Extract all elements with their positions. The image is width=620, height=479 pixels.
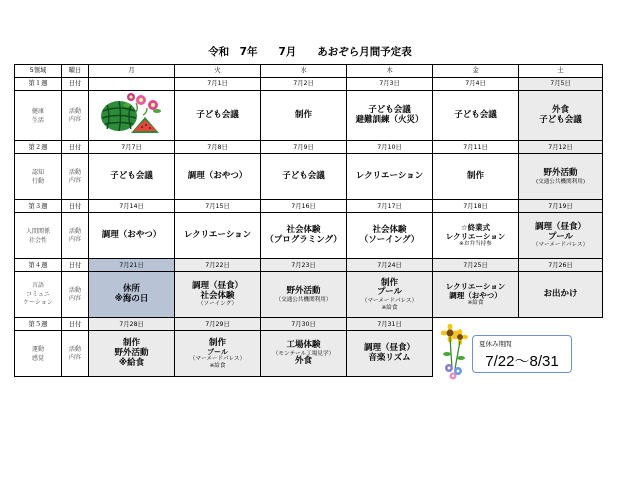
date-cell: 7月22日 — [175, 259, 261, 272]
activity-label — [62, 91, 89, 141]
activity-label — [62, 272, 89, 318]
activity-line: 社会体験 — [372, 225, 407, 236]
activity-cell — [347, 272, 433, 318]
activity-cell — [347, 213, 433, 259]
activity-cell — [519, 272, 603, 318]
activity-line: 社会体験 — [200, 290, 235, 301]
watermelon-icon — [89, 91, 174, 136]
activity-note: ※給食 — [209, 362, 226, 369]
domain-label — [15, 213, 62, 259]
activity-line: 調理（昼食） — [534, 221, 586, 232]
header-day: 土 — [519, 65, 603, 78]
activity-label — [62, 331, 89, 377]
domain-line: 人間関係 — [25, 227, 50, 235]
page-title: 令和 7年 7月 あおぞら月間予定表 — [208, 46, 412, 58]
activity-note: （交通公共機関利用） — [275, 296, 332, 303]
activity-cell — [433, 91, 519, 141]
activity-line: 制作 — [122, 338, 140, 349]
date-cell: 7月23日 — [261, 259, 347, 272]
activity-note: （マーメードパレス） — [532, 242, 589, 249]
activity-cell — [175, 213, 261, 259]
date-cell: 7月7日 — [89, 141, 175, 154]
activity-line: 音楽リズム — [368, 352, 411, 363]
date-cell: 7月28日 — [89, 318, 175, 331]
activity-line: 外食 — [551, 104, 569, 115]
date-cell: 7月17日 — [347, 200, 433, 213]
date-cell: 7月25日 — [433, 259, 519, 272]
activity-label-line: 内容 — [68, 294, 81, 302]
week-date-row — [15, 141, 603, 154]
activity-line: ☆終業式 — [460, 223, 491, 233]
activity-label-line: 活動 — [68, 346, 81, 354]
activity-note: (交通公共機関利用) — [535, 178, 586, 185]
header-day: 金 — [433, 65, 519, 78]
activity-label-line: 内容 — [68, 353, 81, 361]
activity-cell — [261, 331, 347, 377]
activity-cell — [261, 91, 347, 141]
domain-line: 健康 — [31, 107, 44, 115]
week-activity-row — [15, 91, 603, 141]
date-cell: 7月16日 — [261, 200, 347, 213]
summer-break-box — [472, 335, 572, 373]
date-cell: 7月29日 — [175, 318, 261, 331]
header-weekday: 曜日 — [62, 65, 89, 78]
domain-line: コミュニ — [26, 290, 50, 298]
activity-line: 子ども会議 — [539, 114, 582, 125]
week-label: 第２週 — [15, 141, 62, 154]
domain-line: 認知 — [31, 168, 44, 176]
week-date-row — [15, 318, 603, 331]
date-cell: 7月1日 — [175, 78, 261, 91]
activity-line: （ソーイング） — [359, 234, 420, 245]
domain-line: ケーション — [23, 299, 53, 307]
date-cell: 7月21日 — [89, 259, 175, 272]
date-label: 日付 — [62, 318, 89, 331]
activity-line: レクリエーション — [445, 282, 506, 292]
domain-line: 運動 — [31, 345, 44, 353]
domain-line: 社会性 — [28, 236, 47, 244]
activity-cell — [89, 154, 175, 200]
header-day: 火 — [175, 65, 261, 78]
activity-label — [62, 154, 89, 200]
activity-cell — [175, 331, 261, 377]
date-label: 日付 — [62, 78, 89, 91]
activity-cell — [519, 213, 603, 259]
week-activity-row — [15, 154, 603, 200]
activity-cell — [175, 272, 261, 318]
activity-line: 子ども会議 — [454, 109, 497, 120]
activity-label-line: 内容 — [68, 115, 81, 123]
activity-line: プール — [376, 287, 403, 298]
header-row — [15, 65, 603, 78]
date-cell: 7月30日 — [261, 318, 347, 331]
date-cell: 7月18日 — [433, 200, 519, 213]
domain-line: 生活 — [31, 116, 44, 124]
activity-label-line: 活動 — [68, 169, 81, 177]
activity-cell — [89, 331, 175, 377]
domain-line: 感覚 — [31, 354, 44, 362]
activity-line: 子ども会議 — [282, 171, 325, 181]
activity-note: ※給食 — [381, 304, 398, 311]
activity-note: ※お弁当持参 — [459, 241, 492, 248]
activity-cell — [347, 331, 433, 377]
date-cell: 7月10日 — [347, 141, 433, 154]
activity-line: 休所 — [122, 284, 140, 295]
activity-line: 子ども会議 — [110, 171, 153, 181]
activity-cell — [89, 272, 175, 318]
activity-line: 調理（おやつ） — [449, 290, 502, 300]
week-label: 第５週 — [15, 318, 62, 331]
date-cell: 7月24日 — [347, 259, 433, 272]
domain-label — [15, 154, 62, 200]
activity-cell — [175, 91, 261, 141]
date-label: 日付 — [62, 200, 89, 213]
activity-label-line: 内容 — [68, 176, 81, 184]
date-cell: 7月12日 — [519, 141, 603, 154]
date-cell: 7月2日 — [261, 78, 347, 91]
activity-label-line: 内容 — [68, 235, 81, 243]
header-day: 木 — [347, 65, 433, 78]
activity-cell — [519, 154, 603, 200]
date-label: 日付 — [62, 141, 89, 154]
week-date-row — [15, 259, 603, 272]
date-cell: 7月15日 — [175, 200, 261, 213]
activity-cell — [261, 213, 347, 259]
activity-line: 調理（おやつ） — [101, 230, 162, 240]
activity-line: 調理（昼食） — [363, 343, 415, 354]
activity-note: （マーメードパレス） — [361, 298, 418, 305]
activity-line: 野外活動 — [543, 167, 578, 178]
activity-cell — [433, 154, 519, 200]
activity-cell — [347, 91, 433, 141]
activity-line: 制作 — [294, 109, 312, 120]
activity-line: 制作 — [380, 277, 398, 288]
date-label: 日付 — [62, 259, 89, 272]
activity-cell — [89, 213, 175, 259]
week-label: 第３週 — [15, 200, 62, 213]
activity-cell — [519, 91, 603, 141]
activity-line: 社会体験 — [286, 225, 321, 236]
activity-line: 野外活動 — [114, 348, 149, 358]
sunflower-icon — [441, 324, 469, 382]
date-cell: 7月11日 — [433, 141, 519, 154]
date-cell: 7月9日 — [261, 141, 347, 154]
activity-line: ※給食 — [118, 357, 145, 368]
activity-cell — [433, 272, 519, 318]
activity-line: プール — [207, 348, 228, 357]
activity-cell — [261, 154, 347, 200]
date-cell: 7月31日 — [347, 318, 433, 331]
activity-line: 工場体験 — [286, 339, 321, 350]
week-activity-row — [15, 272, 603, 318]
activity-line: レクリエーション — [183, 230, 252, 240]
activity-line: レクリエーション — [355, 171, 424, 181]
week-label: 第４週 — [15, 259, 62, 272]
date-cell: 7月5日 — [519, 78, 603, 91]
domain-label — [15, 272, 62, 318]
activity-line: ※海の日 — [114, 293, 149, 304]
activity-line: 子ども会議 — [196, 109, 239, 120]
domain-label — [15, 331, 62, 377]
domain-line: 行動 — [31, 177, 44, 185]
activity-line: 子ども会議 — [368, 104, 411, 115]
week-label: 第１週 — [15, 78, 62, 91]
activity-line: 野外活動 — [286, 285, 321, 296]
summer-break-label: 夏休み期間 — [479, 340, 512, 348]
activity-line: 調理（昼食） — [191, 280, 243, 291]
activity-line: レクリエーション — [445, 231, 506, 241]
watermelon-illustration — [89, 91, 175, 141]
activity-line: 外食 — [294, 356, 312, 367]
activity-cell — [175, 154, 261, 200]
header-day: 水 — [261, 65, 347, 78]
schedule-table — [14, 64, 603, 377]
domain-label — [15, 91, 62, 141]
week-date-row — [15, 200, 603, 213]
activity-label-line: 活動 — [68, 107, 81, 115]
activity-line: お出かけ — [543, 289, 578, 299]
header-domains: 5領域 — [15, 65, 62, 78]
activity-line: （プログラミング） — [265, 234, 342, 245]
date-cell: 7月4日 — [433, 78, 519, 91]
week-activity-row — [15, 213, 603, 259]
activity-line: 制作 — [466, 171, 484, 181]
week-date-row — [15, 78, 603, 91]
date-cell — [89, 78, 175, 91]
header-day: 月 — [89, 65, 175, 78]
activity-note: （マーメードパレス） — [189, 356, 246, 363]
activity-cell — [261, 272, 347, 318]
date-cell: 7月3日 — [347, 78, 433, 91]
activity-label — [62, 213, 89, 259]
summer-break-dates: 7/22～8/31 — [485, 353, 559, 370]
activity-note: （モンテール工場見学） — [272, 350, 335, 357]
date-cell: 7月14日 — [89, 200, 175, 213]
date-cell: 7月26日 — [519, 259, 603, 272]
activity-line: 制作 — [208, 337, 226, 348]
activity-line: 調理（おやつ） — [187, 171, 248, 181]
domain-line: 言語 — [31, 282, 44, 290]
sunflower-illustration — [441, 324, 469, 382]
activity-note: ※給食 — [467, 300, 484, 307]
activity-cell — [433, 213, 519, 259]
activity-label-line: 活動 — [68, 287, 81, 295]
activity-cell — [347, 154, 433, 200]
activity-line: 避難訓練（火災） — [355, 114, 424, 125]
date-cell: 7月19日 — [519, 200, 603, 213]
date-cell: 7月8日 — [175, 141, 261, 154]
activity-line: プール — [547, 231, 574, 242]
activity-label-line: 活動 — [68, 228, 81, 236]
activity-note: （ソーイング） — [197, 301, 238, 308]
